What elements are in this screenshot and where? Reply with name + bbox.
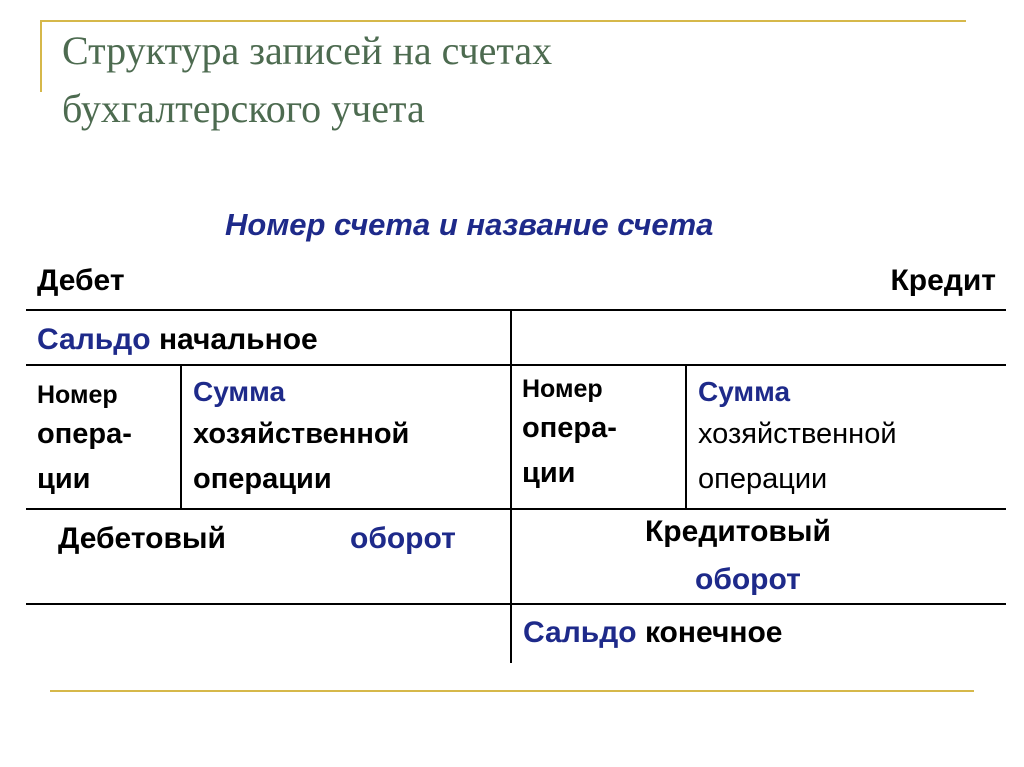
- opening-row-bottom-line: [26, 364, 1006, 366]
- opening-saldo-word: Сальдо: [37, 323, 151, 356]
- debit-op-number-line1: Номер: [37, 381, 118, 409]
- left-gold-rule: [40, 20, 42, 92]
- credit-turnover-word1: Кредитовый: [645, 515, 831, 548]
- debit-op-number: [37, 378, 132, 502]
- debit-turnover-word1: Дебетовый: [58, 522, 226, 555]
- debit-label: Дебет: [37, 264, 125, 297]
- debit-sum-line2: хозяйственной: [193, 418, 410, 450]
- slide-title-line2: бухгалтерского учета: [62, 86, 425, 131]
- credit-turnover-word2: оборот: [695, 563, 801, 596]
- credit-sum-line2: хозяйственной: [698, 418, 897, 450]
- turnover-row-bottom-line: [26, 603, 1006, 605]
- credit-op-number-line3: ции: [522, 457, 576, 489]
- opening-suffix: начальное: [158, 323, 318, 356]
- opening-balance: [37, 321, 318, 359]
- operations-row-bottom-line: [26, 508, 1006, 510]
- debit-sum-line3: операции: [193, 463, 332, 495]
- debit-op-number-line2: опера-: [37, 418, 132, 450]
- closing-suffix: конечное: [644, 616, 783, 649]
- credit-op-sum: [698, 372, 897, 502]
- credit-sum-word: Сумма: [698, 376, 791, 407]
- credit-inner-divider: [685, 364, 687, 508]
- debit-sum-word: Сумма: [193, 376, 286, 407]
- debit-op-number-line3: ции: [37, 463, 91, 495]
- credit-label: Кредит: [890, 264, 996, 297]
- closing-saldo-word: Сальдо: [523, 616, 637, 649]
- credit-sum-line3: операции: [698, 463, 828, 495]
- credit-op-number-line2: опера-: [522, 412, 617, 444]
- debit-op-sum: [193, 372, 409, 502]
- bottom-gold-rule: [50, 690, 974, 692]
- slide-title-line1: Структура записей на счетах: [62, 28, 553, 73]
- debit-inner-divider: [180, 364, 182, 508]
- credit-op-number: [522, 372, 617, 496]
- account-header: Номер счета и название счета: [225, 207, 714, 242]
- t-account-center-line: [510, 309, 512, 663]
- slide-title: [62, 22, 552, 138]
- closing-balance: [523, 614, 783, 652]
- debit-turnover-word2: оборот: [350, 522, 456, 555]
- t-account-top-line: [26, 309, 1006, 311]
- credit-op-number-line1: Номер: [522, 375, 603, 403]
